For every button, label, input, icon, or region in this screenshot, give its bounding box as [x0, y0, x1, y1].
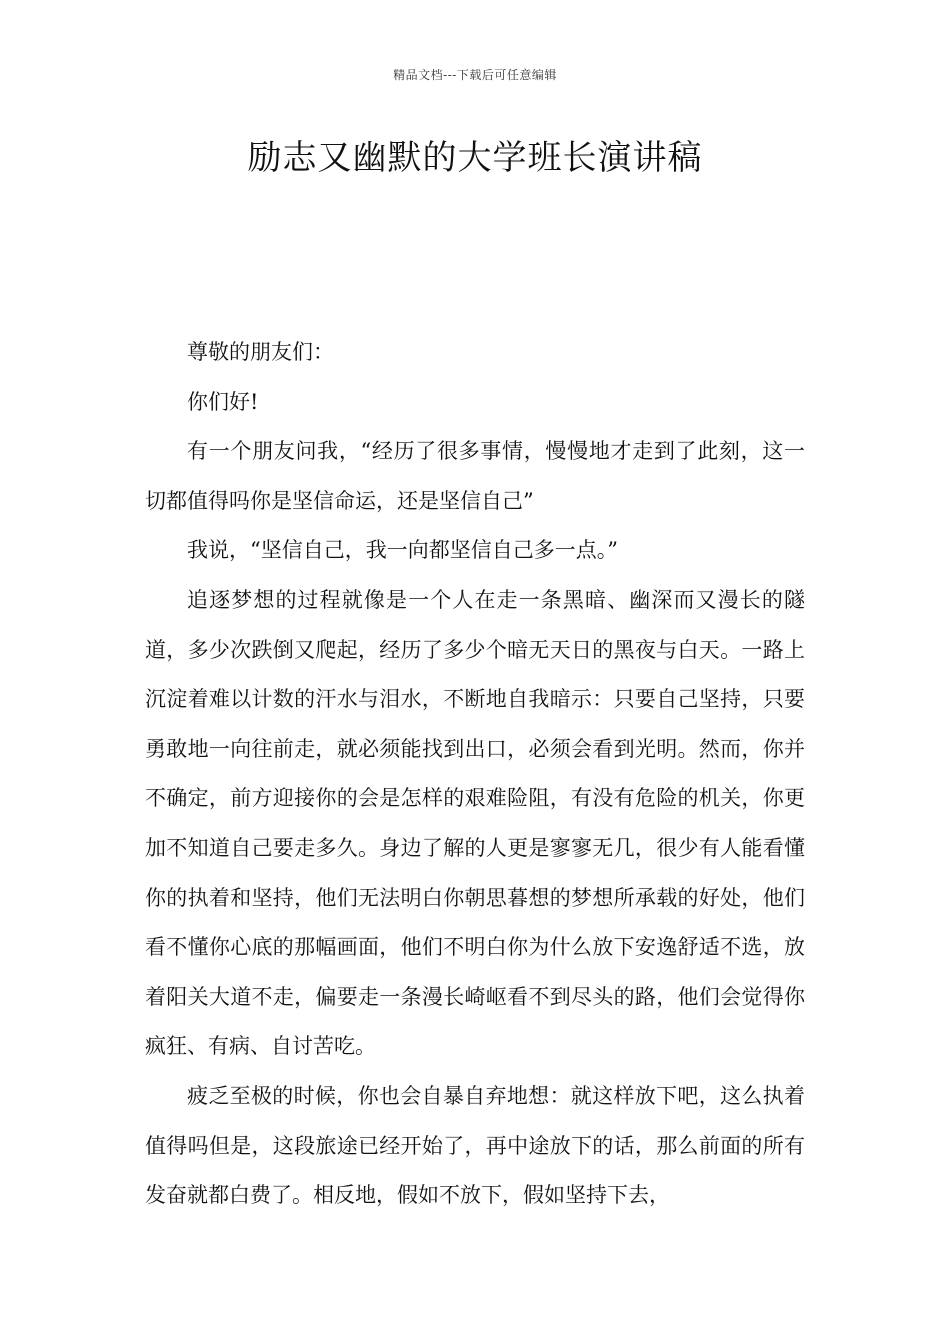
paragraph: 你们好! — [187, 389, 259, 414]
paragraph: 我说，“坚信自己，我一向都坚信自己多一点。” — [187, 538, 618, 563]
paragraph: 尊敬的朋友们： — [187, 340, 334, 364]
document-body — [145, 328, 805, 1221]
header-note: 精品文档---下载后可任意编辑 — [393, 68, 557, 82]
paragraph: 有一个朋友问我，“经历了很多事情，慢慢地才走到了此刻，这一切都值得吗你是坚信命运，还是坚信自己” — [145, 439, 805, 513]
paragraph: 疲乏至极的时候，你也会自暴自弃地想：就这样放下吧，这么执着值得吗但是，这段旅途已经开始了，再中途放下的话，那么前面的所有发奋就都白费了。相反地，假如不放下，假如坚持下去， — [145, 1083, 805, 1208]
paragraph: 追逐梦想的过程就像是一个人在走一条黑暗、幽深而又漫长的隧道，多少次跌倒又爬起，经历了多少个暗无天日的黑夜与白天。一路上沉淀着难以计数的汗水与泪水，不断地自我暗示：只要自己坚持，只要勇敢地一向往前走，就必须能找到出口，必须会看到光明。然而，你并不确定，前方迎接你的会是怎样的艰难险阻，有没有危险的机关，你更加不知道自己要走多久。身边了解的人更是寥寥无几，很少有人能看懂你的执着和坚持，他们无法明白你朝思暮想的梦想所承载的好处，他们看不懂你心底的那幅画面，他们不明白你为什么放下安逸舒适不选，放着阳关大道不走，偏要走一条漫长崎岖看不到尽头的路，他们会觉得你疯狂、有病、自讨苦吃。 — [145, 587, 805, 1059]
document-title: 励志又幽默的大学班长演讲稿 — [247, 138, 703, 178]
